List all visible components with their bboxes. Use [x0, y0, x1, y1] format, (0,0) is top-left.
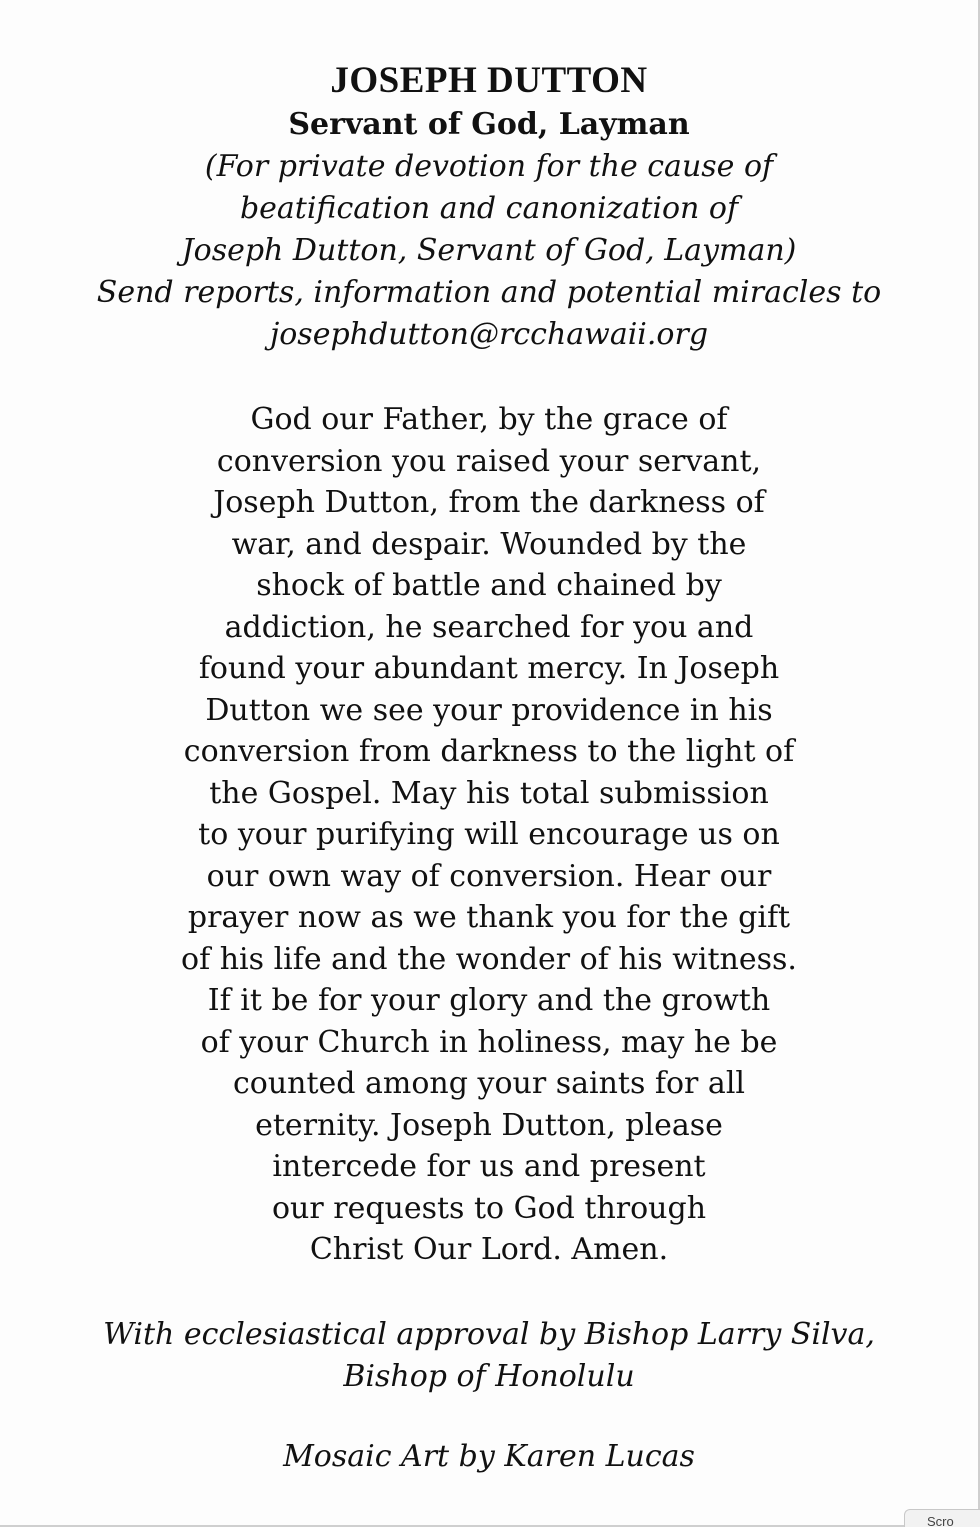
prayer-line: counted among your saints for all [232, 1066, 746, 1101]
prayer-line: conversion from darkness to the light of [183, 734, 795, 769]
prayer-line: Christ Our Lord. Amen. [309, 1232, 669, 1267]
devotion-note-line: (For private devotion for the cause of [204, 149, 774, 184]
prayer-line: conversion you raised your servant, [216, 443, 762, 479]
devotion-note-line: Send reports, information and potential miracles to [96, 275, 882, 310]
prayer-line: intercede for us and present [272, 1149, 706, 1184]
prayer-line: eternity. Joseph Dutton, please [255, 1107, 723, 1143]
card-subtitle: Servant of God, Layman [288, 107, 690, 142]
prayer-line: If it be for your glory and the growth [207, 983, 771, 1018]
prayer-line: our requests to God through [271, 1190, 707, 1226]
prayer-line: the Gospel. May his total submission [209, 775, 769, 811]
prayer-line: Joseph Dutton, from the darkness of [213, 485, 765, 520]
prayer-line: of his life and the wonder of his witness. [181, 941, 797, 977]
devotion-note-line: beatification and canonization of [239, 191, 739, 226]
scroll-widget[interactable]: Scro [904, 1509, 980, 1527]
prayer-line: Dutton we see your providence in his [205, 692, 773, 728]
prayer-line: prayer now as we thank you for the gift [187, 900, 791, 935]
prayer-line: addiction, he searched for you and [224, 609, 754, 645]
prayer-line: of your Church in holiness, may he be [200, 1024, 778, 1060]
prayer-line: war, and despair. Wounded by the [231, 526, 747, 562]
devotion-note [60, 146, 918, 356]
prayer-line: shock of battle and chained by [256, 568, 722, 603]
prayer-line: to your purifying will encourage us on [198, 817, 780, 852]
prayer-text [60, 399, 918, 1271]
ecclesiastical-approval [60, 1314, 918, 1398]
approval-line: With ecclesiastical approval by Bishop Larry Silva, [103, 1316, 875, 1352]
prayer-line: our own way of conversion. Hear our [206, 858, 772, 894]
prayer-line: found your abundant mercy. In Joseph [198, 651, 780, 686]
card-title: JOSEPH DUTTON [330, 60, 648, 101]
devotion-note-line: Joseph Dutton, Servant of God, Layman) [181, 233, 797, 268]
card-content [60, 58, 918, 1478]
prayer-line: God our Father, by the grace of [250, 402, 728, 437]
contact-email: josephdutton@rcchawaii.org [269, 317, 709, 352]
approval-line: Bishop of Honolulu [343, 1358, 635, 1394]
art-credit: Mosaic Art by Karen Lucas [283, 1438, 695, 1474]
